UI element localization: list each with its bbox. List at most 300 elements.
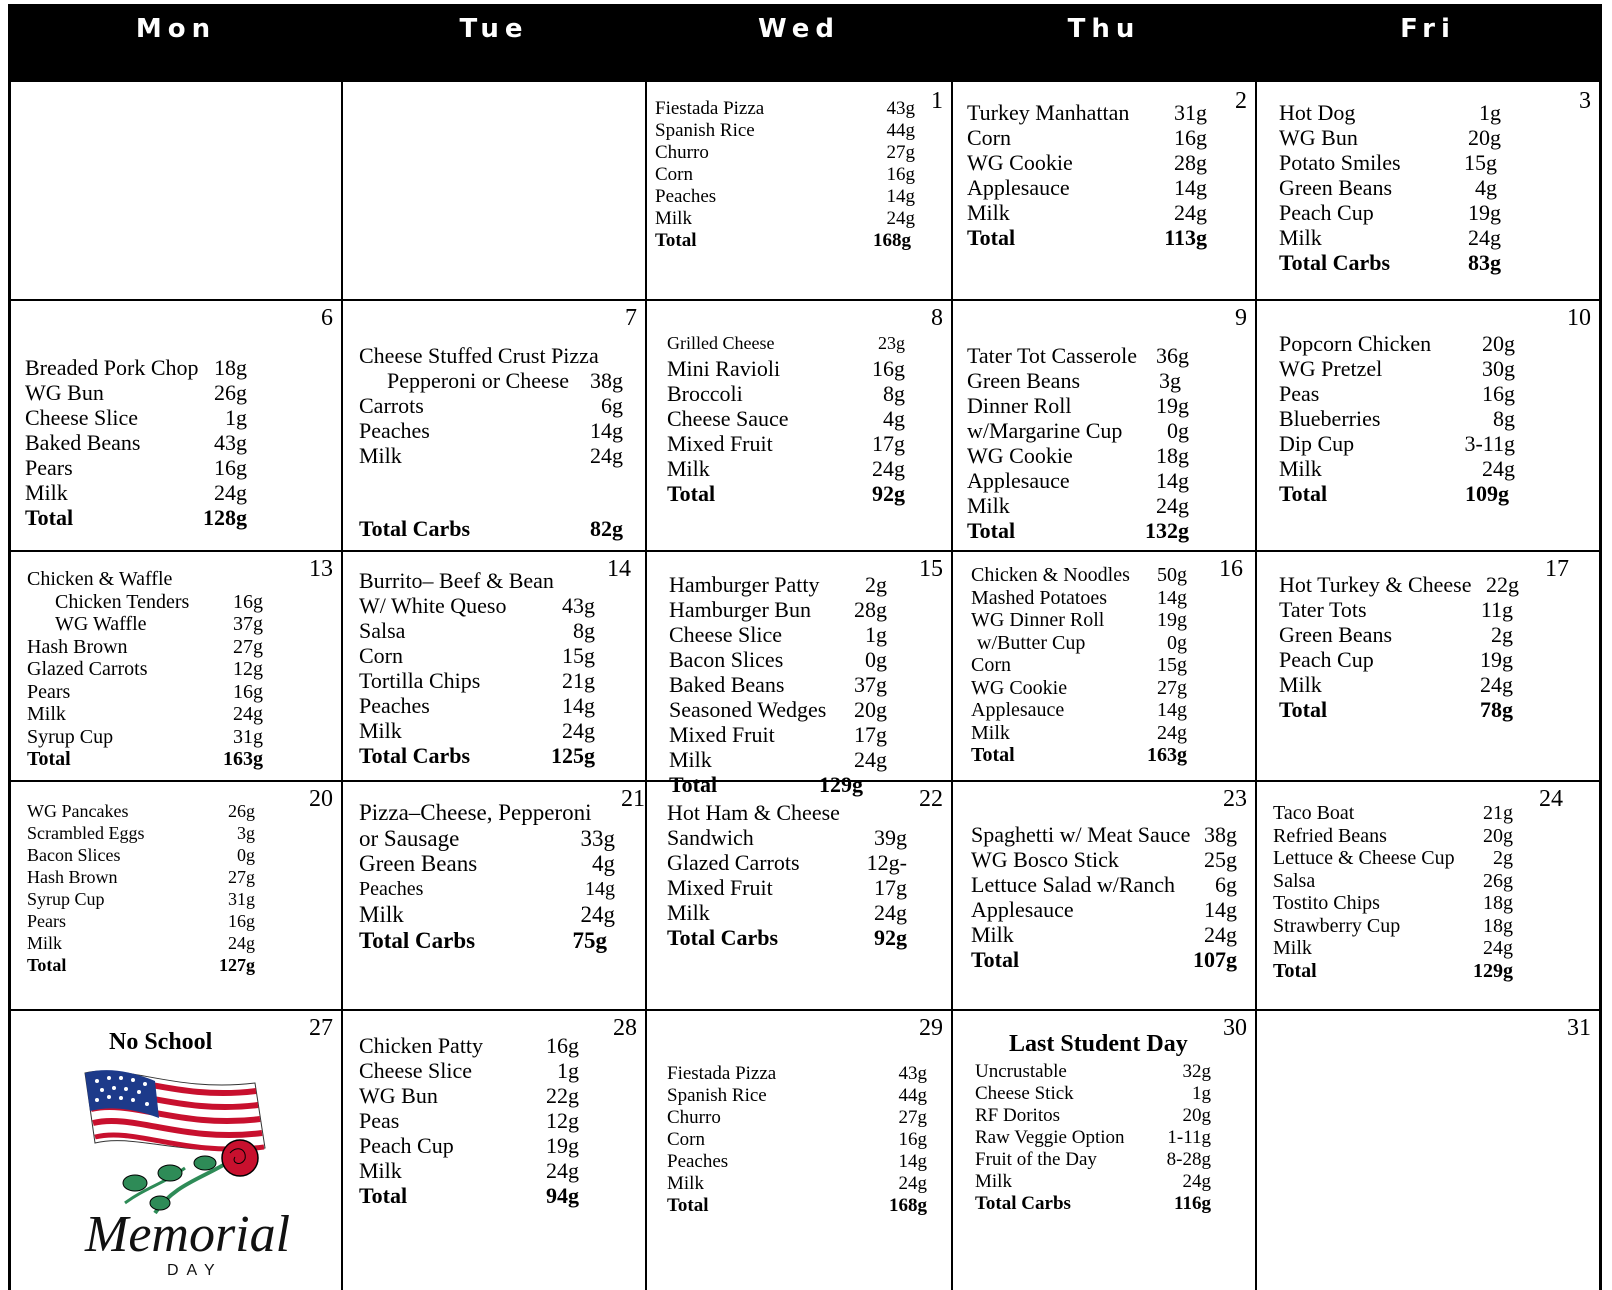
menu-item-name: Pears	[25, 455, 73, 480]
carb-value: 14g	[1156, 468, 1189, 493]
carb-value: 17g	[854, 722, 887, 747]
day-cell-empty	[11, 84, 341, 299]
date-number: 13	[309, 556, 333, 582]
menu-item-name: W/ White Queso	[359, 593, 507, 618]
menu-item	[655, 98, 915, 120]
menu-item	[1273, 892, 1513, 915]
menu-total	[27, 748, 263, 771]
carb-value: 1g	[1479, 100, 1501, 125]
menu-item-name: or Sausage	[359, 825, 460, 851]
menu-item-name: Cheese Stuffed Crust Pizza	[359, 343, 599, 368]
menu-item	[669, 722, 887, 747]
menu-item-name: Total Carbs	[359, 516, 471, 541]
date-number: 17	[1545, 556, 1569, 582]
menu-item-name: Spanish Rice	[667, 1085, 767, 1106]
menu-item	[1279, 597, 1519, 622]
carb-value: 31g	[1174, 100, 1207, 125]
menu-item-name: WG Dinner Roll	[971, 609, 1105, 631]
menu-item-name: Milk	[667, 1173, 704, 1194]
carb-value: 82g	[590, 516, 623, 541]
carb-value: 20g	[1182, 1105, 1211, 1126]
menu-item-name: w/Margarine Cup	[967, 418, 1123, 443]
menu-item-name: WG Cookie	[971, 676, 1068, 699]
carb-value: 36g	[1156, 343, 1189, 368]
menu-item-name: Cheese Slice	[359, 1058, 473, 1083]
menu-item	[975, 1127, 1211, 1149]
date-number: 27	[309, 1015, 333, 1041]
menu-item	[359, 443, 623, 468]
menu-item-name: w/Butter Cup	[977, 631, 1086, 654]
menu-item	[1279, 672, 1519, 697]
menu-list	[1279, 572, 1519, 722]
menu-total	[359, 1183, 579, 1208]
menu-item-name: Total	[669, 772, 718, 797]
menu-item-name: Hash Brown	[27, 635, 128, 658]
menu-item-name: Peach Cup	[1279, 647, 1374, 672]
menu-item-name: WG Pancakes	[27, 801, 129, 821]
carb-value: 24g	[1156, 493, 1189, 518]
carb-value: 12g	[233, 658, 263, 680]
menu-item	[669, 647, 887, 672]
day-cell-empty	[343, 84, 645, 299]
menu-item	[1273, 825, 1513, 848]
menu-item	[359, 902, 615, 928]
menu-total	[975, 1193, 1211, 1215]
menu-list	[967, 343, 1189, 543]
menu-item	[669, 697, 887, 722]
menu-item	[25, 455, 247, 480]
menu-item-name: Fiestada Pizza	[667, 1063, 777, 1084]
carb-value: 43g	[214, 430, 247, 455]
carb-value: 14g	[886, 186, 915, 207]
carb-value: 24g	[1182, 1171, 1211, 1192]
menu-item	[669, 572, 887, 597]
day-cell-17	[1257, 552, 1599, 780]
day-cell-6	[11, 301, 341, 550]
menu-item	[971, 699, 1187, 722]
carb-value: 17g	[872, 431, 905, 456]
carb-value: 27g	[228, 867, 255, 887]
menu-item-name: WG Bun	[1279, 125, 1358, 150]
menu-item	[27, 800, 255, 822]
menu-item-name: Pears	[27, 911, 66, 931]
menu-total	[1279, 697, 1519, 722]
carb-value: 24g	[590, 443, 623, 468]
menu-item-name: Spanish Rice	[655, 120, 755, 141]
menu-item-name: Hamburger Patty	[669, 572, 820, 597]
menu-item	[27, 591, 263, 614]
memorial-script: Memorial	[85, 1206, 291, 1263]
carb-value: 17g	[874, 875, 907, 900]
menu-item-name: Mixed Fruit	[667, 431, 773, 456]
menu-item	[655, 208, 915, 230]
menu-item-name: Peaches	[359, 418, 430, 443]
menu-item-name: Churro	[667, 1107, 721, 1128]
menu-item-name: Raw Veggie Option	[975, 1127, 1125, 1148]
menu-list	[27, 800, 255, 976]
menu-item-name: Corn	[667, 1129, 705, 1150]
menu-item	[1279, 381, 1515, 406]
carb-value: 37g	[854, 672, 887, 697]
carb-value: 16g	[214, 455, 247, 480]
menu-item	[667, 1173, 927, 1195]
date-number: 24	[1539, 786, 1563, 812]
date-number: 9	[1235, 305, 1247, 331]
rose-icon	[123, 1140, 258, 1213]
menu-item-name: Cheese Sauce	[667, 406, 789, 431]
day-cell-30	[953, 1011, 1255, 1290]
carb-value: 24g	[874, 900, 907, 925]
menu-item	[975, 1149, 1211, 1171]
menu-list	[669, 572, 887, 797]
menu-item-name: Green Beans	[359, 851, 478, 876]
day-cell-31	[1257, 1011, 1599, 1290]
carb-value: 0g	[1167, 418, 1189, 443]
menu-item	[359, 1033, 579, 1058]
menu-item	[1279, 356, 1515, 381]
menu-item	[359, 618, 595, 643]
menu-list	[667, 800, 907, 950]
menu-item	[27, 681, 263, 704]
menu-item	[971, 587, 1187, 610]
carb-value: 107g	[1193, 947, 1237, 972]
menu-item-name: Total	[655, 230, 697, 251]
weekday-header	[11, 4, 1599, 82]
carb-value: 0g	[865, 647, 887, 672]
menu-item-name: Salsa	[359, 618, 406, 643]
menu-item-name: Applesauce	[967, 175, 1070, 200]
carb-value: 109g	[1465, 481, 1509, 506]
menu-item-name: Churro	[655, 142, 709, 163]
carb-value: 39g	[874, 825, 907, 850]
menu-item-name: Applesauce	[967, 468, 1070, 493]
carb-value: 24g	[1483, 937, 1513, 959]
menu-item-name: Peaches	[655, 186, 717, 207]
carb-value: 14g	[1157, 699, 1187, 721]
menu-item	[967, 368, 1189, 393]
menu-item	[359, 1158, 579, 1183]
carb-value: 2g	[1493, 847, 1513, 869]
no-school-title: No School	[109, 1029, 213, 1055]
menu-item	[667, 900, 907, 925]
carb-value: 16g	[1482, 381, 1515, 406]
carb-value: 1g	[557, 1058, 579, 1083]
carb-value: 4g	[1475, 175, 1497, 200]
menu-item	[1279, 225, 1501, 250]
menu-item	[667, 1107, 927, 1129]
menu-item-name: Corn	[655, 164, 693, 185]
day-cell-7	[343, 301, 645, 550]
menu-item-name: Peaches	[359, 693, 430, 718]
menu-item	[359, 643, 595, 668]
day-cell-9	[953, 301, 1255, 550]
menu-item-name: Milk	[971, 721, 1010, 744]
menu-item-name: Corn	[359, 643, 403, 668]
carb-value: 43g	[898, 1063, 927, 1084]
menu-item	[25, 355, 247, 380]
menu-item-name: Scrambled Eggs	[27, 823, 145, 843]
menu-item	[967, 393, 1189, 418]
carb-value: 43g	[562, 593, 595, 618]
weekday-thu: Thu	[1067, 14, 1141, 44]
menu-item-name: Pears	[27, 680, 71, 703]
carb-value: 28g	[854, 597, 887, 622]
carb-value: 1g	[865, 622, 887, 647]
menu-item	[27, 932, 255, 954]
carb-value: 0g	[237, 845, 255, 865]
day-label: DAY	[167, 1262, 223, 1278]
menu-item-name: WG Bun	[359, 1083, 438, 1108]
carb-value: 128g	[203, 505, 247, 530]
carb-value: 18g	[1483, 914, 1513, 937]
menu-list	[359, 343, 623, 541]
menu-item	[667, 356, 905, 381]
carb-value: 24g	[1157, 721, 1187, 744]
weekday-mon: Mon	[135, 14, 217, 44]
carb-value: 24g	[872, 456, 905, 481]
carb-value: 1g	[225, 405, 247, 430]
date-number: 10	[1567, 305, 1591, 331]
menu-item	[359, 668, 595, 693]
menu-item-name: Milk	[975, 1171, 1012, 1192]
menu-item	[359, 568, 595, 593]
day-cell-24	[1257, 782, 1599, 1009]
menu-item-name: Total	[1279, 697, 1328, 722]
carb-value: 24g	[1480, 672, 1513, 697]
menu-item	[971, 822, 1237, 847]
carb-value: 8g	[1493, 406, 1515, 431]
menu-item-name: Baked Beans	[25, 430, 141, 455]
day-cell-10	[1257, 301, 1599, 550]
menu-item	[1279, 125, 1501, 150]
menu-item-name: Glazed Carrots	[667, 850, 800, 875]
menu-item	[1279, 100, 1501, 125]
menu-item-name: Total	[359, 1183, 408, 1208]
weekday-fri: Fri	[1400, 14, 1456, 44]
carb-value: 125g	[551, 743, 595, 768]
menu-item-name: Mini Ravioli	[667, 356, 781, 381]
menu-item-name: Total	[27, 955, 67, 975]
carb-value: 16g	[233, 590, 263, 613]
menu-item-name: WG Pretzel	[1279, 356, 1383, 381]
menu-total	[971, 744, 1187, 767]
menu-item	[975, 1061, 1211, 1083]
menu-item	[25, 405, 247, 430]
menu-item-name: Milk	[25, 480, 68, 505]
carb-value: 37g	[233, 613, 263, 635]
menu-item-name: Mixed Fruit	[669, 722, 775, 747]
carb-value: 14g	[898, 1151, 927, 1172]
menu-item-name: Total	[667, 481, 716, 506]
menu-item	[359, 693, 595, 718]
day-cell-23	[953, 782, 1255, 1009]
menu-item-name: Cheese Slice	[669, 622, 783, 647]
menu-item-name: WG Cookie	[967, 150, 1073, 175]
menu-item-name: Total Carbs	[1279, 250, 1391, 275]
menu-item	[967, 200, 1207, 225]
menu-item	[1273, 915, 1513, 938]
menu-item	[359, 1108, 579, 1133]
menu-total	[655, 230, 915, 252]
carb-value: 16g	[898, 1129, 927, 1150]
carb-value: 38g	[590, 368, 623, 393]
menu-item	[667, 850, 907, 875]
menu-item-name: Green Beans	[1279, 622, 1393, 647]
menu-item	[967, 125, 1207, 150]
menu-list	[27, 568, 263, 771]
menu-item-name: Milk	[967, 493, 1010, 518]
menu-item	[27, 658, 263, 681]
menu-item-name: Tater Tot Casserole	[967, 343, 1138, 368]
menu-item	[359, 826, 615, 852]
menu-item-name: Turkey Manhattan	[967, 100, 1130, 125]
menu-item	[669, 672, 887, 697]
carb-value: 92g	[872, 481, 905, 506]
menu-list	[967, 100, 1207, 250]
carb-value: 83g	[1468, 250, 1501, 275]
menu-total	[667, 925, 907, 950]
day-cell-8	[647, 301, 951, 550]
menu-item-name: Total	[25, 505, 74, 530]
menu-item-name: Fruit of the Day	[975, 1149, 1097, 1170]
menu-calendar	[8, 4, 1602, 1290]
menu-list	[25, 355, 247, 530]
menu-item-name: Lettuce & Cheese Cup	[1273, 847, 1455, 869]
menu-list	[1279, 331, 1515, 506]
date-number: 16	[1219, 556, 1243, 582]
menu-list	[667, 1063, 927, 1217]
carb-value: 18g	[1156, 443, 1189, 468]
menu-item-name: Total	[27, 748, 71, 770]
carb-value: 22g	[1486, 572, 1519, 597]
menu-item-name: Total	[971, 947, 1020, 972]
carb-value: 92g	[874, 925, 907, 950]
menu-item-name: Pizza–Cheese, Pepperoni	[359, 800, 592, 825]
carb-value: 16g	[872, 356, 905, 381]
carb-value: 20g	[854, 697, 887, 722]
menu-item	[359, 851, 615, 877]
menu-item	[667, 825, 907, 850]
menu-item	[971, 564, 1187, 587]
date-number: 15	[919, 556, 943, 582]
carb-value: 15g	[562, 643, 595, 668]
menu-item-name: Peas	[1279, 381, 1320, 406]
menu-item	[655, 164, 915, 186]
menu-item-name: Total	[1273, 959, 1317, 982]
carb-value: 113g	[1164, 225, 1207, 250]
carb-value: 15g	[1464, 150, 1497, 175]
menu-item	[667, 381, 905, 406]
carb-value: 168g	[873, 230, 911, 251]
date-number: 28	[613, 1015, 637, 1041]
carb-value: 33g	[580, 825, 615, 851]
menu-item	[27, 866, 255, 888]
carb-value: 24g	[854, 747, 887, 772]
date-number: 2	[1235, 88, 1247, 114]
menu-item	[1279, 331, 1515, 356]
menu-item-name: Salsa	[1273, 869, 1316, 892]
date-number: 31	[1567, 1015, 1591, 1041]
menu-item	[967, 343, 1189, 368]
carb-value: 4g	[592, 851, 615, 876]
carb-value: 78g	[1480, 697, 1513, 722]
menu-item-name: Hamburger Bun	[669, 597, 811, 622]
weekday-tue: Tue	[459, 14, 529, 44]
carb-value: 14g	[585, 877, 615, 900]
menu-item-name: Glazed Carrots	[27, 658, 148, 680]
carb-value: 26g	[1483, 869, 1513, 892]
menu-item-name: Milk	[669, 747, 712, 772]
menu-item	[27, 844, 255, 866]
menu-list	[667, 331, 905, 506]
carb-value: 3g	[1159, 368, 1181, 393]
day-cell-16	[953, 552, 1255, 780]
carb-value: 14g	[1204, 897, 1237, 922]
menu-item-name: Blueberries	[1279, 406, 1381, 431]
menu-item	[1279, 622, 1519, 647]
carb-value: 27g	[1157, 676, 1187, 699]
carb-value: 32g	[1182, 1061, 1211, 1082]
carb-value: 4g	[883, 406, 905, 431]
carb-value: 16g	[1174, 125, 1207, 150]
date-number: 30	[1223, 1015, 1247, 1041]
menu-item	[27, 703, 263, 726]
menu-item	[967, 493, 1189, 518]
date-number: 3	[1579, 88, 1591, 114]
menu-total	[967, 518, 1189, 543]
date-number: 8	[931, 305, 943, 331]
carb-value: 30g	[1482, 356, 1515, 381]
menu-item	[27, 613, 263, 636]
menu-item	[359, 343, 623, 368]
day-cell-2	[953, 84, 1255, 299]
carb-value: 24g	[1482, 456, 1515, 481]
menu-item-name: Seasoned Wedges	[669, 697, 827, 722]
menu-item-name: WG Bosco Stick	[971, 847, 1119, 872]
menu-total	[667, 1195, 927, 1217]
menu-item	[971, 922, 1237, 947]
menu-item-name: Peaches	[359, 877, 424, 900]
carb-value: 18g	[214, 355, 247, 380]
menu-item	[669, 622, 887, 647]
american-flag-icon	[85, 1070, 265, 1150]
menu-item-name: Dip Cup	[1279, 431, 1355, 456]
menu-total	[359, 516, 623, 541]
menu-item	[967, 150, 1207, 175]
menu-total	[359, 928, 615, 954]
menu-item-name: Mashed Potatoes	[971, 586, 1108, 609]
menu-item	[975, 1083, 1211, 1105]
menu-item-name: Total Carbs	[359, 743, 471, 768]
carb-value: 14g	[562, 693, 595, 718]
carb-value: 94g	[546, 1183, 579, 1208]
menu-item-name: Peas	[359, 1108, 400, 1133]
menu-item-name: Hot Ham & Cheese	[667, 800, 840, 825]
menu-item	[971, 722, 1187, 745]
carb-value: 43g	[886, 98, 915, 119]
menu-total	[967, 225, 1207, 250]
carb-value: 27g	[898, 1107, 927, 1128]
date-number: 20	[309, 786, 333, 812]
menu-item	[669, 597, 887, 622]
date-number: 29	[919, 1015, 943, 1041]
menu-item-name: Lettuce Salad w/Ranch	[971, 872, 1176, 897]
menu-item-name: WG Bun	[25, 380, 104, 405]
menu-item	[1279, 456, 1515, 481]
menu-item-name: Breaded Pork Chop	[25, 355, 199, 380]
menu-item-name: Milk	[27, 933, 63, 953]
menu-item-name: Spaghetti w/ Meat Sauce	[971, 822, 1191, 847]
